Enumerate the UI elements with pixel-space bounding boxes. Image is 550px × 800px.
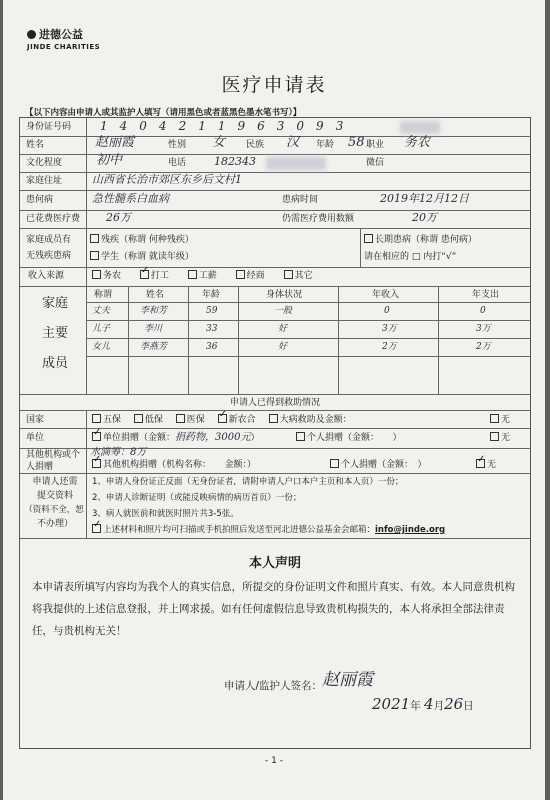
family-cell: 李燕芳 — [140, 342, 168, 352]
aid-option-xinnonghe[interactable]: ✓ 新农合 — [218, 415, 256, 425]
phone-label: 电话 — [168, 158, 187, 168]
need-value: 20万 — [412, 211, 437, 224]
education-value: 初中 — [96, 153, 123, 168]
age-label: 年龄 — [316, 140, 335, 150]
form-title: 医疗申请表 — [221, 74, 327, 96]
checkbox-icon — [296, 432, 305, 441]
aid-option-yibao[interactable]: 医保 — [176, 415, 205, 425]
checkbox-icon — [236, 270, 245, 279]
family-cell: 一般 — [274, 306, 293, 316]
family-cell: 3万 — [382, 324, 397, 334]
aid-unit-none[interactable]: 无 — [490, 432, 510, 444]
materials-item: 2、申请人诊断证明（或能反映病情的病历首页）一份； — [92, 493, 302, 503]
signature-date: 2021年 4月26日 — [372, 695, 474, 713]
family-cell: 33 — [206, 324, 218, 334]
aid-org-donation[interactable]: ✓其他机构捐赠（机构名称： 金额：） — [92, 459, 256, 471]
ethnicity-value: 汉 — [286, 135, 300, 150]
checkbox-icon — [364, 234, 373, 243]
redacted-id-digits — [400, 121, 440, 134]
checkbox-checked-icon — [92, 459, 101, 468]
family-cell: 2万 — [382, 342, 397, 352]
family-cell: 0 — [384, 306, 390, 316]
family-cell: 59 — [206, 306, 218, 316]
members-label-1: 家庭成员有 — [26, 235, 72, 245]
family-cell: 李川 — [144, 324, 163, 334]
address-label: 家庭住址 — [26, 176, 63, 186]
income-option-other[interactable]: 其它 — [284, 271, 313, 281]
declaration-title: 本人声明 — [248, 556, 301, 571]
family-cell: 2万 — [476, 342, 491, 352]
onset-date-label: 患病时间 — [282, 195, 319, 205]
id-number-label: 身份证号码 — [26, 122, 72, 132]
aid-other-none[interactable]: ✓ 无 — [476, 459, 496, 471]
checkbox-icon — [90, 251, 99, 260]
address-value: 山西省长治市郊区东乡后文村1 — [92, 173, 242, 186]
checkbox-checked-icon — [92, 524, 101, 533]
aid-option-wubao[interactable]: 五保 — [92, 415, 121, 425]
family-cell: 3万 — [476, 324, 491, 334]
checkbox-icon — [92, 270, 101, 279]
aid-section-title: 申请人已得到救助情况 — [229, 398, 320, 408]
checkbox-checked-icon — [140, 270, 149, 279]
checkbox-icon — [330, 459, 339, 468]
gender-value: 女 — [212, 135, 226, 150]
aid-state-none[interactable]: 无 — [490, 414, 510, 426]
materials-label: 申请人还需 — [32, 477, 78, 487]
materials-label: （资料不全，恕 — [24, 505, 84, 515]
checkbox-icon — [92, 414, 101, 423]
tick-hint: 请在相应的 □ 内打“√” — [364, 252, 457, 262]
disease-value: 急性髓系白血病 — [92, 192, 169, 205]
checkbox-icon — [134, 414, 143, 423]
jinde-logo: 进德公益 JINDE CHARITIES — [27, 28, 101, 51]
members-label-2: 无残疾患病 — [26, 251, 72, 261]
spent-value: 26万 — [106, 211, 131, 224]
family-cell: 丈夫 — [92, 306, 111, 316]
aid-unit-label: 单位 — [26, 433, 45, 443]
occupation-label: 职业 — [366, 140, 385, 150]
checkbox-icon — [490, 414, 499, 423]
materials-item: 1、申请人身份证正反面（无身份证者，请附申请人户口本户主页和本人页）一份； — [92, 477, 404, 487]
income-option-work[interactable]: ✓ 打工 — [140, 271, 169, 281]
aid-option-major-illness[interactable]: 大病救助及金额： — [269, 415, 352, 425]
jinde-logo-mark-icon — [27, 30, 36, 39]
family-cell: 36 — [206, 342, 218, 352]
disabled-option[interactable]: 残疾（称谓 何种残疾） — [90, 234, 194, 246]
family-header: 年龄 — [202, 290, 221, 300]
aid-unit-donation[interactable]: ✓ 单位捐赠（金额：捐药物，3000元） — [92, 432, 259, 444]
redacted-phone-digits — [266, 157, 326, 170]
aid-other-personal[interactable]: 个人捐赠（金额： ） — [330, 459, 427, 471]
student-option[interactable]: 学生（称谓 就读年级） — [90, 251, 194, 263]
signature: 赵丽霞 — [322, 670, 373, 690]
materials-label: 不办理） — [36, 519, 73, 529]
age-value: 58 — [348, 135, 365, 150]
applicant-name: 赵丽霞 — [95, 135, 135, 150]
checkbox-icon — [90, 234, 99, 243]
materials-item: 3、病人就医前和就医时照片共3-5张。 — [92, 509, 239, 519]
gender-label: 性别 — [168, 140, 187, 150]
family-side-label: 成员 — [42, 356, 69, 371]
family-header: 称谓 — [94, 290, 113, 300]
checkbox-checked-icon — [218, 414, 227, 423]
family-header: 姓名 — [146, 290, 165, 300]
materials-label: 提交资料 — [36, 491, 73, 501]
income-option-business[interactable]: 经商 — [236, 271, 265, 281]
family-cell: 女儿 — [92, 342, 111, 352]
checkbox-icon — [284, 270, 293, 279]
aid-option-dibao[interactable]: 低保 — [134, 415, 163, 425]
aid-personal-donation[interactable]: 个人捐赠（金额： ） — [296, 432, 402, 444]
name-label: 姓名 — [26, 140, 45, 150]
education-label: 文化程度 — [26, 158, 63, 168]
family-cell: 0 — [480, 306, 486, 316]
checkbox-checked-icon — [92, 432, 101, 441]
id-number-value: 1404211963093 — [100, 119, 356, 133]
wechat-label: 微信 — [366, 158, 385, 168]
checkbox-checked-icon — [476, 459, 485, 468]
income-label: 收入来源 — [28, 271, 65, 281]
email-link[interactable]: info@jinde.org — [375, 525, 446, 535]
income-option-farming[interactable]: 务农 — [92, 271, 121, 281]
family-side-label: 主要 — [42, 326, 69, 341]
occupation-value: 务农 — [404, 135, 431, 150]
family-side-label: 家庭 — [42, 296, 69, 311]
family-cell: 儿子 — [92, 324, 111, 334]
onset-date-value: 2019年12月12日 — [380, 192, 469, 205]
family-cell: 李和芳 — [140, 306, 168, 316]
ethnicity-label: 民族 — [246, 140, 265, 150]
checkbox-icon — [188, 270, 197, 279]
family-header: 年收入 — [372, 290, 400, 300]
aid-other-label: 人捐赠 — [26, 462, 54, 472]
need-label: 仍需医疗费用数额 — [282, 214, 355, 224]
phone-value: 182343 — [214, 155, 256, 168]
income-option-salary[interactable]: 工薪 — [188, 271, 217, 281]
family-header: 年支出 — [472, 290, 500, 300]
aid-state-label: 国家 — [26, 415, 45, 425]
aid-state-options — [92, 414, 352, 426]
page-number: - 1 - — [265, 756, 283, 766]
signature-label: 申请人/监护人签名： — [224, 680, 323, 692]
spent-label: 已花费医疗费 — [26, 214, 81, 224]
checkbox-icon — [269, 414, 278, 423]
income-options — [92, 270, 313, 282]
declaration-text: 本申请表所填写内容均为我个人的真实信息，所提交的身份证明文件和照片真实、有效。本人同意贵机构将我提供的上述信息登报，并上网求援。如有任何虚假信息导致贵机构损失的，本人将承担全部法律责任，与贵机构无关！ — [32, 581, 515, 637]
checkbox-icon — [490, 432, 499, 441]
disease-label: 患何病 — [26, 195, 54, 205]
checkbox-icon — [176, 414, 185, 423]
application-form-paper — [3, 0, 545, 800]
aid-other-label: 其他机构或个 — [26, 450, 81, 460]
fill-instruction: 【以下内容由申请人或其监护人填写（请用黑色或者蓝黑色墨水笔书写）】 — [25, 108, 302, 118]
family-cell: 好 — [278, 324, 288, 334]
family-cell: 好 — [278, 342, 288, 352]
chronic-option[interactable]: 长期患病（称谓 患何病） — [364, 234, 477, 246]
form-table — [19, 117, 531, 749]
aid-other-handwritten: 水滴筹：8万 — [90, 447, 147, 458]
family-header: 身体状况 — [266, 290, 303, 300]
materials-submit: ✓上述材料和照片均可扫描或手机拍照后发送至河北进德公益基金会邮箱：info@jinde.org — [92, 524, 445, 536]
